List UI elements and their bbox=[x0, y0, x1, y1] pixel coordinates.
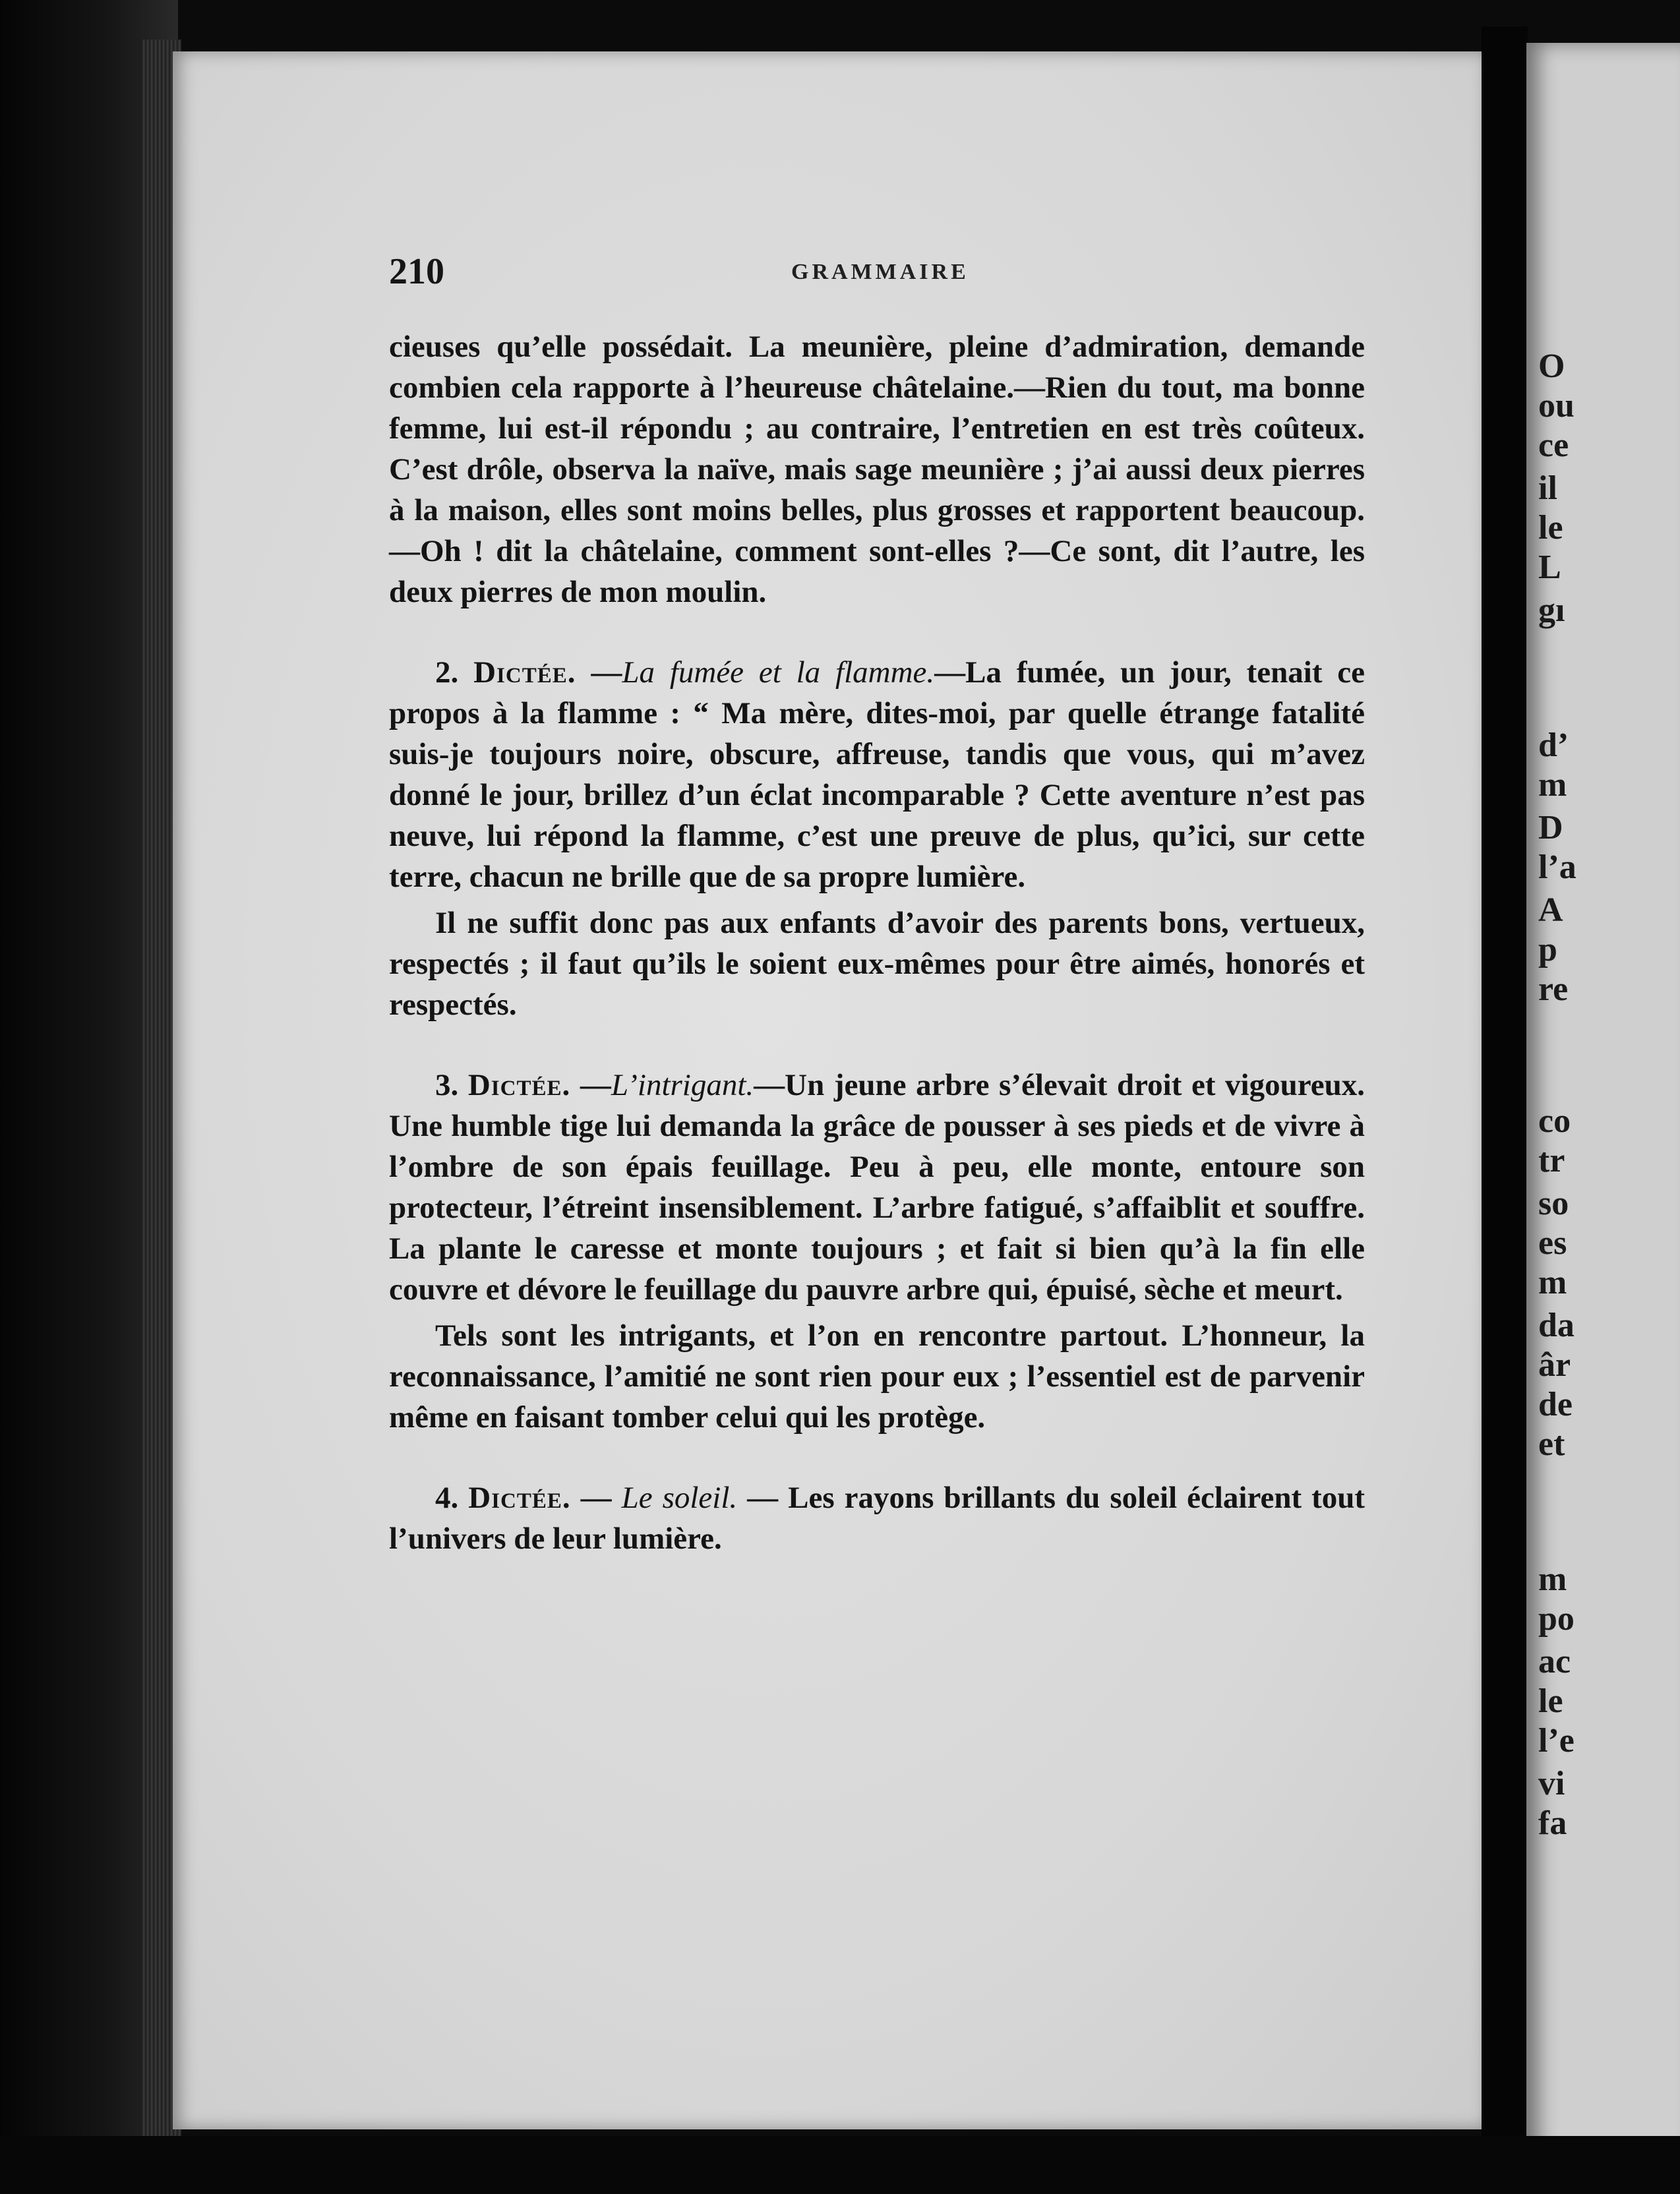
story-ending-paragraph: cieuses qu’elle possédait. La meunière, pleine d’admiration, demande combien cela rapporte à l’heureuse châtelaine.—Rien du tout, ma bonne femme, lui est-il répondu ; au contraire, l’entretien en est très coûteux. C’est drôle, observa la naïve, mais sage meunière ; j’ai aussi deux pierres à la maison, elles sont moins belles, plus grosses et rapportent beaucoup.—Oh ! dit la châtelaine, comment sont-elles ?—Ce sont, dit l’autre, les deux pierres de mon moulin. bbox=[389, 330, 1365, 609]
dictee-2-number: 2. bbox=[435, 655, 459, 690]
microfilm-bottom-border bbox=[0, 2136, 1680, 2194]
dictee-4-label: Dictée. bbox=[468, 1481, 571, 1515]
dictee-3-number: 3. bbox=[435, 1068, 459, 1102]
dictee-2-text: La fumée, un jour, tenait ce propos à la flamme : “ Ma mère, dites-moi, par quelle étrange fatalité suis-je toujours noire, obscure, affreuse, tandis que vous, qui m’avez donné le jour, brillez d’un éclat incomparable ? Cette aventure n’est pas neuve, lui répond la flamme, c’est une preuve de plus, qu’ici, sur cette terre, chacun ne brille que de sa propre lumière. bbox=[389, 655, 1365, 894]
book-gutter bbox=[1482, 26, 1528, 2169]
dictee-4-number: 4. bbox=[435, 1481, 459, 1515]
adjacent-page-fragment: m bbox=[1538, 1264, 1567, 1301]
adjacent-page-fragment: D bbox=[1538, 809, 1563, 846]
adjacent-page-fragment: d’ bbox=[1538, 726, 1569, 764]
dictee-3-label: Dictée. bbox=[467, 1068, 571, 1102]
adjacent-page-fragment: gı bbox=[1538, 591, 1565, 629]
dictee-2-dash: — bbox=[576, 655, 622, 690]
dictee-4-title: Le soleil. bbox=[621, 1481, 738, 1515]
page-number: 210 bbox=[389, 251, 444, 292]
adjacent-page-edge bbox=[1526, 43, 1680, 2166]
dictee-2-title: La fumée et la flamme. bbox=[622, 655, 935, 690]
adjacent-page-fragment: po bbox=[1538, 1600, 1575, 1638]
page-header bbox=[389, 251, 1365, 297]
adjacent-page-fragment: m bbox=[1538, 766, 1567, 804]
adjacent-page-fragment: re bbox=[1538, 970, 1569, 1008]
dictee-2-label: Dictée. bbox=[473, 655, 576, 690]
adjacent-page-fragment: et bbox=[1538, 1425, 1565, 1463]
adjacent-page-fragment: le bbox=[1538, 1682, 1563, 1720]
dictee-4-dash: — bbox=[570, 1481, 622, 1515]
dictee-2-moral: Il ne suffit donc pas aux enfants d’avoir des parents bons, vertueux, respectés ; il faut qu’ils le soient eux-mêmes pour être aimés, honorés et respectés. bbox=[389, 906, 1365, 1022]
dictee-2-paragraph bbox=[389, 652, 1365, 897]
dictee-3-paragraph bbox=[389, 1065, 1365, 1310]
adjacent-page-fragment: L bbox=[1538, 548, 1561, 586]
dictee-4-text: Les rayons brillants du soleil éclairent tout l’univers de leur lumière. bbox=[389, 1481, 1365, 1556]
adjacent-page-fragment: co bbox=[1538, 1102, 1571, 1140]
adjacent-page-fragment: m bbox=[1538, 1560, 1567, 1598]
adjacent-page-fragment: ou bbox=[1538, 387, 1575, 425]
adjacent-page-fragment: le bbox=[1538, 509, 1563, 547]
adjacent-page-fragment: il bbox=[1538, 469, 1557, 507]
adjacent-page-fragment: es bbox=[1538, 1224, 1567, 1262]
adjacent-page-fragment: ac bbox=[1538, 1643, 1571, 1680]
adjacent-page-fragment: fa bbox=[1538, 1804, 1567, 1842]
adjacent-page-fragment: p bbox=[1538, 931, 1557, 968]
dictee-4-dash-after: — bbox=[737, 1481, 789, 1515]
adjacent-page-fragment: l’e bbox=[1538, 1722, 1575, 1760]
adjacent-page-fragment: da bbox=[1538, 1307, 1575, 1344]
dictee-3-dash: — bbox=[570, 1068, 611, 1102]
adjacent-page-fragment: vi bbox=[1538, 1765, 1565, 1802]
dictee-4-paragraph bbox=[389, 1477, 1365, 1559]
adjacent-page-fragment: âr bbox=[1538, 1346, 1571, 1384]
dictee-3-title: L’intrigant. bbox=[611, 1068, 754, 1102]
dictee-3-dash-after: — bbox=[754, 1068, 785, 1102]
running-title: GRAMMAIRE bbox=[791, 260, 969, 284]
adjacent-page-fragment: A bbox=[1538, 891, 1563, 929]
dictee-3-text: Un jeune arbre s’élevait droit et vigoureux. Une humble tige lui demanda la grâce de pousser à ses pieds et de vivre à l’ombre de son épais feuillage. Peu à peu, elle monte, entoure son protecteur, l’étreint insensiblement. L’arbre fatigué, s’affaiblit et souffre. La plante le caresse et monte toujours ; et fait si bien qu’à la fin elle couvre et dévore le feuillage du pauvre arbre qui, épuisé, sèche et meurt. bbox=[389, 1068, 1365, 1307]
adjacent-page-fragment: l’a bbox=[1538, 848, 1576, 886]
dictee-3-moral: Tels sont les intrigants, et l’on en rencontre partout. L’honneur, la reconnaissance, l’amitié ne sont rien pour eux ; l’essentiel est de parvenir même en faisant tomber celui qui les protège. bbox=[389, 1319, 1365, 1435]
adjacent-page-fragment: so bbox=[1538, 1185, 1569, 1222]
page-body bbox=[389, 326, 1365, 1559]
adjacent-page-fragment: ce bbox=[1538, 427, 1569, 464]
adjacent-page-fragment: O bbox=[1538, 347, 1565, 385]
adjacent-page-fragment: de bbox=[1538, 1386, 1573, 1423]
adjacent-page-fragment: tr bbox=[1538, 1142, 1565, 1179]
dictee-2-dash-after: — bbox=[934, 655, 966, 690]
